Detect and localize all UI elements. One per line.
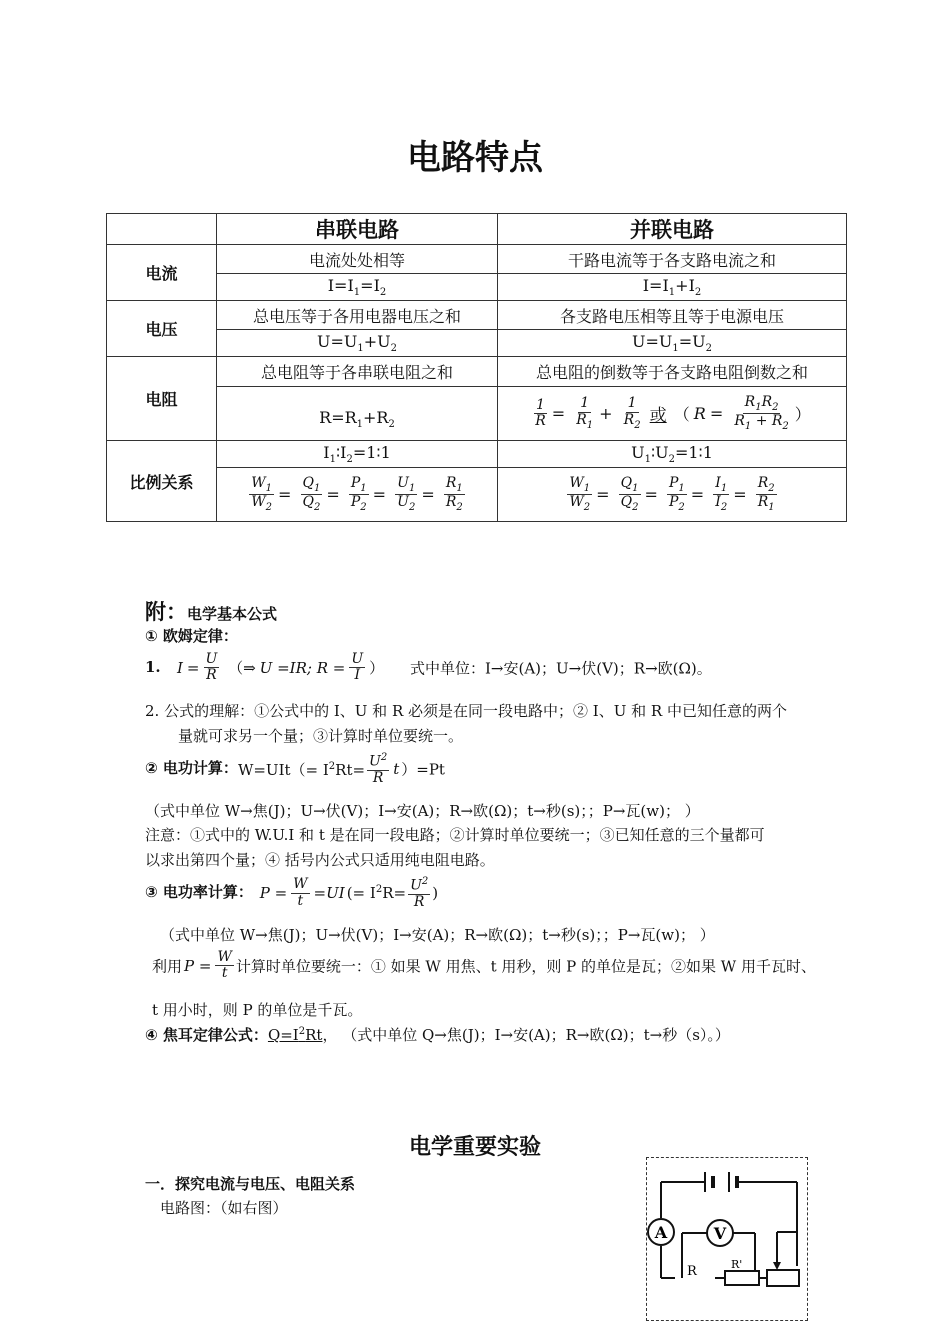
experiments-title: 电学重要实验 (408, 1135, 541, 1160)
work-note-line-2: 以求出第四个量；④ 括号内公式只适用纯电阻电路。 (145, 851, 495, 869)
row-label-ratio: 比例关系 (107, 441, 217, 522)
circuit-diagram-svg (647, 1158, 807, 1320)
series-voltage-formula: $U=U_1+U_2$ (217, 330, 498, 357)
parallel-current-text: 干路电流等于各支路电流之和 (498, 245, 847, 274)
series-ratio-basic: $I_1∶I_2=1∶1$ (217, 441, 498, 468)
ohm-law-formula: 1. I = $\frac{U}{R}$ （⇒ U =IR; R = $\frac{U}{I}$ ） 式中单位：I→安(A)；U→伏(V)；R→欧(Ω)。 (145, 651, 712, 684)
circuit-characteristics-table (106, 213, 847, 522)
row-label-resistance: 电阻 (107, 357, 217, 441)
electric-work-formula: ② 电功计算：$W=UIt(= I^2Rt=$ $\frac{U^2}{R}$ t ）=Pt (145, 752, 445, 787)
ohm-law-title: ① 欧姆定律： (145, 627, 238, 645)
battery-icon (705, 1172, 737, 1192)
circuit-diagram (646, 1157, 808, 1321)
work-note-line-1: 注意：①式中的 W.U.I 和 t 是在同一段电路；②计算时单位要统一；③已知任意的三个量都可 (145, 826, 765, 844)
ammeter-icon (648, 1219, 674, 1245)
ohm-note-line-1: 2. 公式的理解：①公式中的 I、U 和 R 必须是在同一段电路中；② I、U 和 R 中已知任意的两个 (145, 702, 787, 720)
joule-law-line: ④ 焦耳定律公式：$Q=I^2Rt$， （式中单位 Q→焦(J)；I→安(A)；R→欧(Ω)；t→秒（s）。） (145, 1026, 730, 1044)
experiment-1-title: 一．探究电流与电压、电阻关系 (145, 1175, 356, 1193)
parallel-ratio-chain: $\frac{W_1}{W_2}$ = $\frac{Q_1}{Q_2}$ = $\frac{P_1}{P_2}$ = $\frac{I_1}{I_2}$ = $\frac{R_2}{R_1}$ (498, 468, 847, 522)
diagram-label: 电路图：（如右图） (160, 1199, 288, 1217)
series-current-formula: $I=I_1=I_2$ (217, 274, 498, 301)
rheostat-icon (767, 1262, 799, 1286)
svg-text:A: A (654, 1223, 668, 1242)
series-resistance-text: 总电阻等于各串联电阻之和 (217, 357, 498, 387)
header-parallel: 并联电路 (498, 214, 847, 245)
svg-text:R': R' (731, 1258, 743, 1271)
parallel-resistance-text: 总电阻的倒数等于各支路电阻倒数之和 (498, 357, 847, 387)
parallel-ratio-basic: $U_1∶U_2=1∶1$ (498, 441, 847, 468)
corner-cell (107, 214, 217, 245)
electric-power-formula: ③ 电功率计算： P = $\frac{W}{t}$ =UI (= $I^2R=$ $\frac{U^2}{R}$ ) (145, 876, 439, 911)
ohm-units: 式中单位：I→安(A)；U→伏(V)；R→欧(Ω)。 (410, 659, 712, 678)
voltmeter-icon (707, 1220, 733, 1246)
resistor-icon (687, 1258, 759, 1285)
ohm-note-line-2: 量就可求另一个量；③计算时单位要统一。 (178, 727, 464, 745)
power-note-line-1: 利用 P = $\frac{W}{t}$ 计算时单位要统一：① 如果 W 用焦、t 用秒，则 P 的单位是瓦；②如果 W 用千瓦时、 (152, 949, 816, 982)
svg-text:V: V (713, 1224, 727, 1243)
svg-text:R: R (687, 1264, 697, 1279)
header-series: 串联电路 (217, 214, 498, 245)
parallel-voltage-text: 各支路电压相等且等于电源电压 (498, 301, 847, 330)
parallel-voltage-formula: $U=U_1=U_2$ (498, 330, 847, 357)
work-units: （式中单位 W→焦(J)；U→伏(V)；I→安(A)；R→欧(Ω)；t→秒(s)；；P→瓦(w)； ） (145, 802, 700, 820)
series-current-text: 电流处处相等 (217, 245, 498, 274)
power-units: （式中单位 W→焦(J)；U→伏(V)；I→安(A)；R→欧(Ω)；t→秒(s)；；P→瓦(w)； ） (160, 926, 715, 944)
power-note-line-2: t 用小时，则 P 的单位是千瓦。 (152, 1001, 363, 1019)
appendix-heading: 附：电学基本公式 (145, 600, 278, 624)
parallel-current-formula: $I=I_1+I_2$ (498, 274, 847, 301)
page-title: 电路特点 (407, 138, 543, 178)
row-label-voltage: 电压 (107, 301, 217, 357)
parallel-resistance-formula: $\frac{1}{R}$ = $\frac{1}{R_1}$ + $\frac{1}{R_2}$ 或 （ R = $\frac{R_1R_2}{R_1 + R_2}$ ） (498, 387, 847, 441)
or-text: 或 (649, 406, 667, 426)
series-ratio-chain: $\frac{W_1}{W_2}$ = $\frac{Q_1}{Q_2}$ = $\frac{P_1}{P_2}$ = $\frac{U_1}{U_2}$ = $\frac{R_1}{R_2}$ (217, 468, 498, 522)
series-voltage-text: 总电压等于各用电器电压之和 (217, 301, 498, 330)
series-resistance-formula: $R=R_1+R_2$ (217, 387, 498, 441)
row-label-current: 电流 (107, 245, 217, 301)
